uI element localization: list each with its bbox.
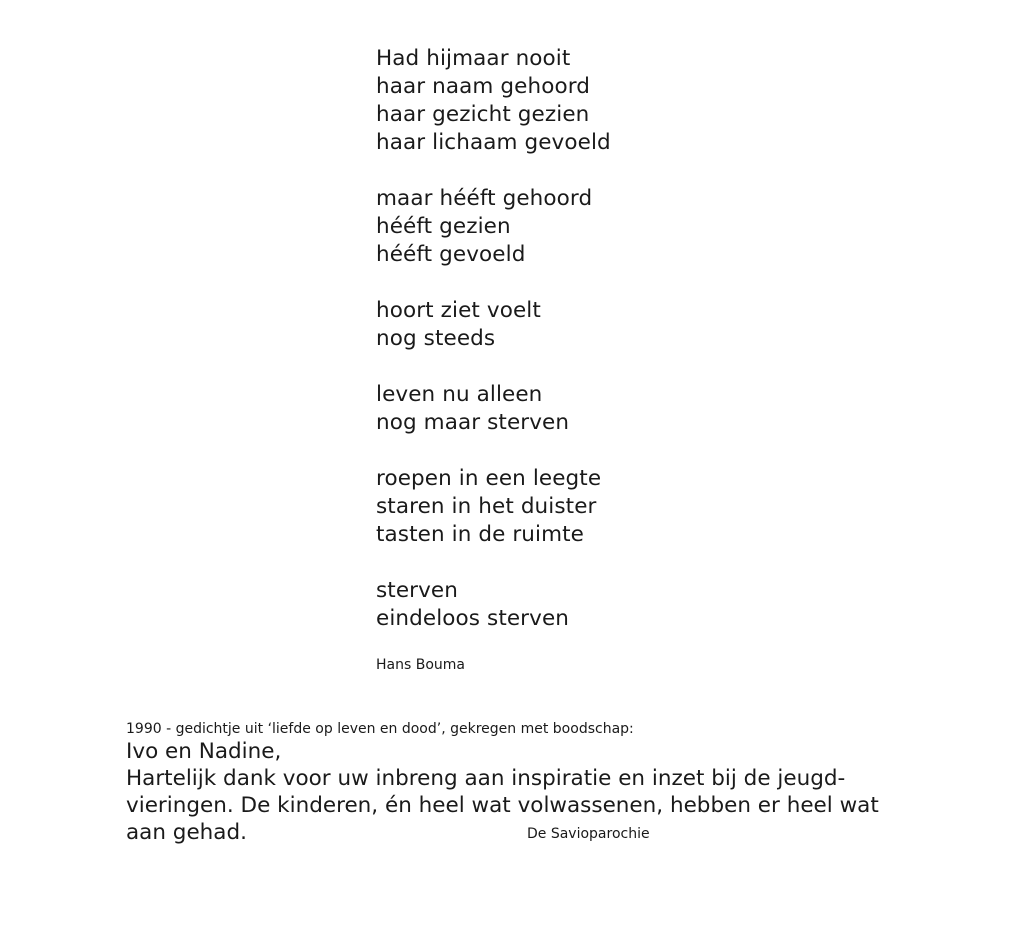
poem-stanza-2	[376, 185, 796, 269]
poem-line: sterven	[376, 578, 458, 603]
poem-line: haar lichaam gevoeld	[376, 130, 611, 155]
poem-stanza-1	[376, 45, 796, 157]
poem-line: eindeloos sterven	[376, 606, 569, 631]
dedication-note	[126, 720, 926, 846]
poem-line: hééft gevoeld	[376, 242, 526, 267]
poem-line: leven nu alleen	[376, 382, 543, 407]
note-greeting: Ivo en Nadine,	[126, 739, 282, 764]
poem-author: Hans Bouma	[376, 657, 465, 673]
note-sender: De Savioparochie	[527, 826, 650, 842]
poem-stanza-4	[376, 381, 796, 437]
note-line: aan gehad.	[126, 820, 247, 845]
poem-stanza-5	[376, 465, 796, 549]
poem-line: Had hijmaar nooit	[376, 46, 571, 71]
note-line: Hartelijk dank voor uw inbreng aan inspiratie en inzet bij de jeugd-	[126, 766, 846, 791]
poem-line: roepen in een leegte	[376, 466, 602, 491]
poem-stanza-6	[376, 577, 796, 633]
poem	[376, 45, 796, 661]
poem-line: maar hééft gehoord	[376, 186, 593, 211]
poem-line: hééft gezien	[376, 214, 511, 239]
note-intro: 1990 - gedichtje uit ‘liefde op leven en dood’, gekregen met boodschap:	[126, 721, 634, 737]
note-last-row	[126, 819, 926, 846]
poem-line: haar gezicht gezien	[376, 102, 590, 127]
poem-line: haar naam gehoord	[376, 74, 591, 99]
poem-line: nog steeds	[376, 326, 496, 351]
poem-stanza-3	[376, 297, 796, 353]
poem-line: tasten in de ruimte	[376, 522, 585, 547]
poem-line: nog maar sterven	[376, 410, 570, 435]
note-line: vieringen. De kinderen, én heel wat volwassenen, hebben er heel wat	[126, 793, 879, 818]
poem-line: hoort ziet voelt	[376, 298, 541, 323]
poem-line: staren in het duister	[376, 494, 597, 519]
